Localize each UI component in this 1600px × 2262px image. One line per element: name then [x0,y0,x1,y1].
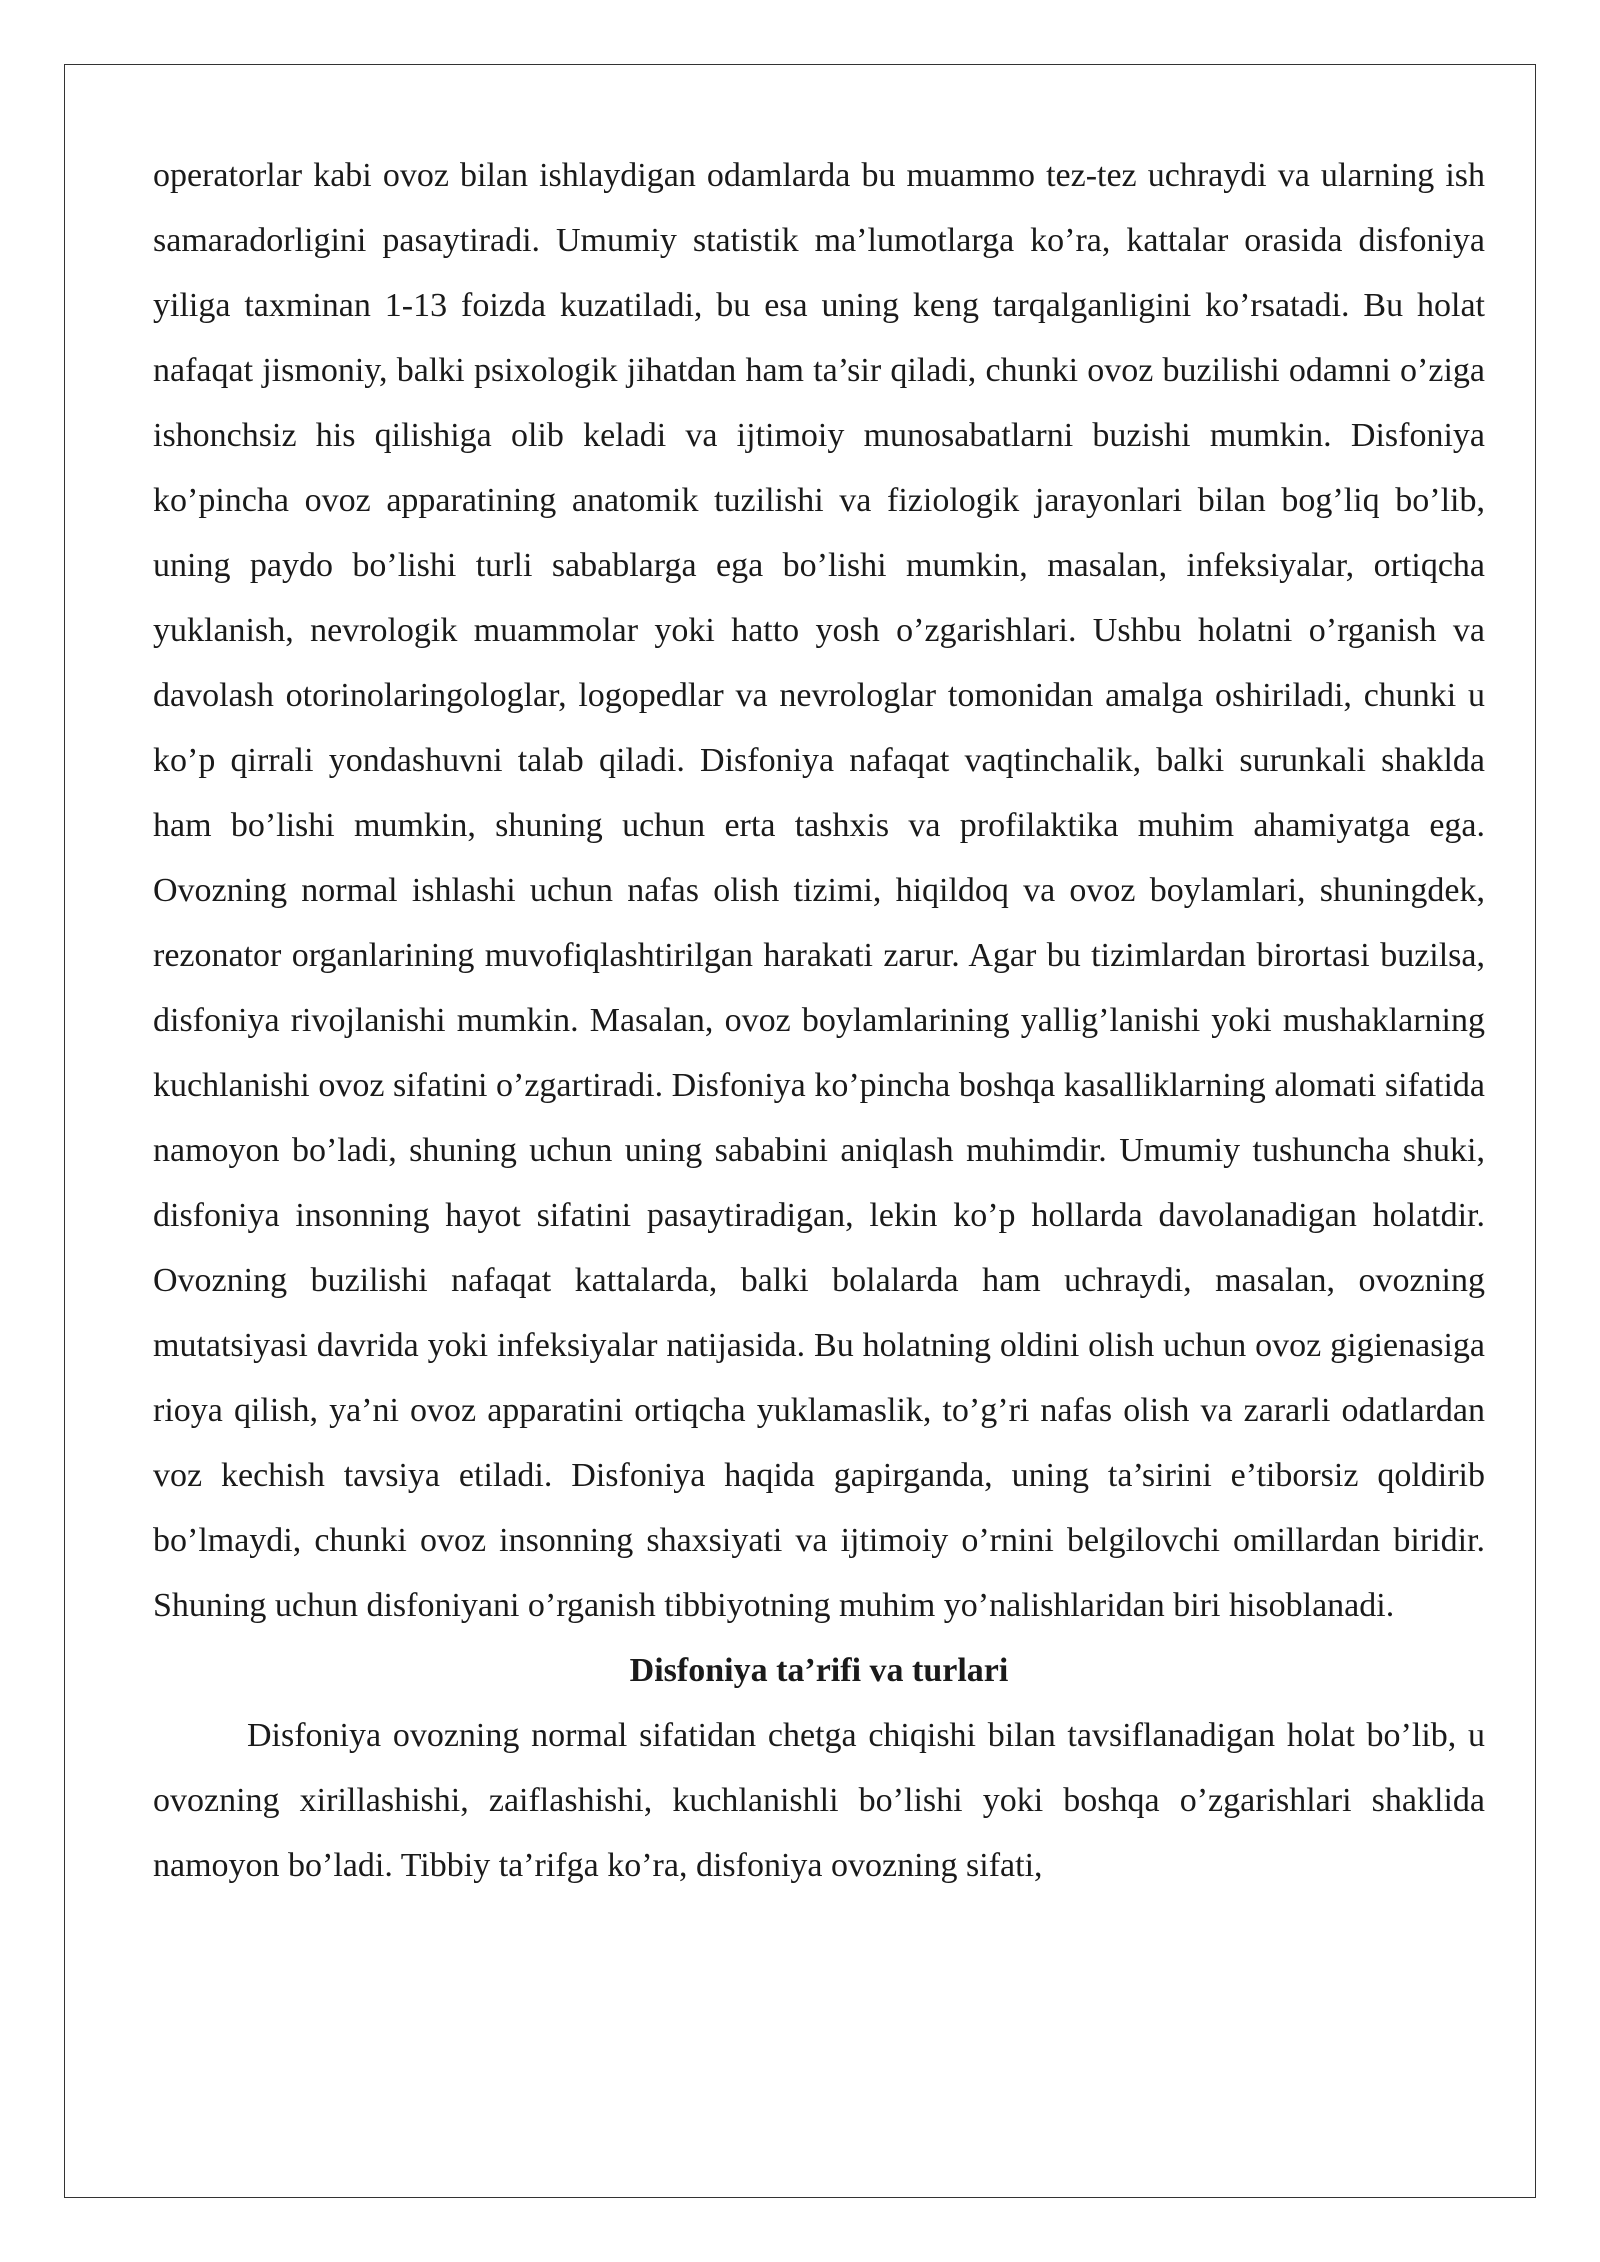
body-paragraph: operatorlar kabi ovoz bilan ishlaydigan odamlarda bu muammo tez-tez uchraydi va ularning ish samaradorligini pasaytiradi. Umumiy statistik ma’lumotlarga ko’ra, kattalar orasida disfoniya yiliga taxminan 1-13 foizda kuzatiladi, bu esa uning keng tarqalganligini ko’rsatadi. Bu holat nafaqat jismoniy, balki psixologik jihatdan ham ta’sir qiladi, chunki ovoz buzilishi odamni o’ziga ishonchsiz his qilishiga olib keladi va ijtimoiy munosabatlarni buzishi mumkin. Disfoniya ko’pincha ovoz apparatining anatomik tuzilishi va fiziologik jarayonlari bilan bog’liq bo’lib, uning paydo bo’lishi turli sabablarga ega bo’lishi mumkin, masalan, infeksiyalar, ortiqcha yuklanish, nevrologik muammolar yoki hatto yosh o’zgarishlari. Ushbu holatni o’rganish va davolash otorinolaringologlar, logopedlar va nevrologlar tomonidan amalga oshiriladi, chunki u ko’p qirrali yondashuvni talab qiladi. Disfoniya nafaqat vaqtinchalik, balki surunkali shaklda ham bo’lishi mumkin, shuning uchun erta tashxis va profilaktika muhim ahamiyatga ega. Ovozning normal ishlashi uchun nafas olish tizimi, hiqildoq va ovoz boylamlari, shuningdek, rezonator organlarining muvofiqlashtirilgan harakati zarur. Agar bu tizimlardan birortasi buzilsa, disfoniya rivojlanishi mumkin. Masalan, ovoz boylamlarining yallig’lanishi yoki mushaklarning kuchlanishi ovoz sifatini o’zgartiradi. Disfoniya ko’pincha boshqa kasalliklarning alomati sifatida namoyon bo’ladi, shuning uchun uning sababini aniqlash muhimdir. Umumiy tushuncha shuki, disfoniya insonning hayot sifatini pasaytiradigan, lekin ko’p hollarda davolanadigan holatdir. Ovozning buzilishi nafaqat kattalarda, balki bolalarda ham uchraydi, masalan, ovozning mutatsiyasi davrida yoki infeksiyalar natijasida. Bu holatning oldini olish uchun ovoz gigienasiga rioya qilish, ya’ni ovoz apparatini ortiqcha yuklamaslik, to’g’ri nafas olish va zararli odatlardan voz kechish tavsiya etiladi. Disfoniya haqida gapirganda, uning ta’sirini e’tiborsiz qoldirib bo’lmaydi, chunki ovoz insonning shaxsiyati va ijtimoiy o’rnini belgilovchi omillardan biridir. Shuning uchun disfoniyani o’rganish tibbiyotning muhim yo’nalishlaridan biri hisoblanadi. [153,157,1485,1624]
body-paragraph: Disfoniya ovozning normal sifatidan chetga chiqishi bilan tavsiflanadigan holat bo’lib, u ovozning xirillashishi, zaiflashishi, kuchlanishli bo’lishi yoki boshqa o’zgarishlari shaklida namoyon bo’ladi. Tibbiy ta’rifga ko’ra, disfoniya ovozning sifati, [153,1717,1485,1884]
document-body [153,143,1485,1898]
section-heading: Disfoniya ta’rifi va turlari [629,1652,1009,1689]
